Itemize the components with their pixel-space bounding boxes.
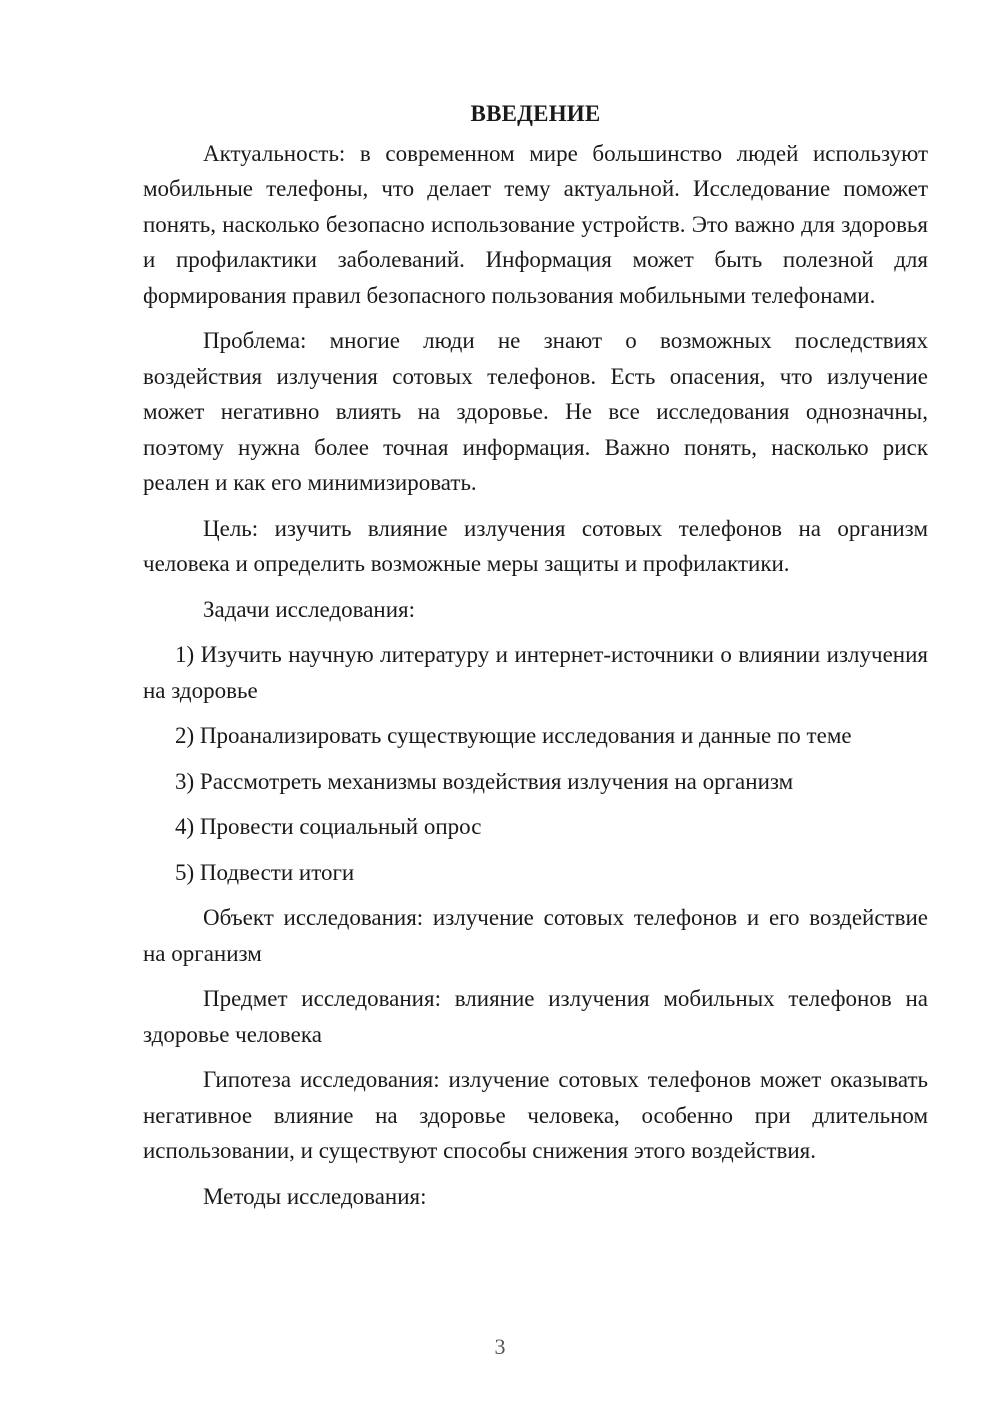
task-item-4: 4) Провести социальный опрос	[175, 814, 482, 839]
tasks-title: Задачи исследования:	[203, 596, 416, 622]
subject-paragraph: Предмет исследования: влияние излучения мобильных телефонов на здоровье человека	[143, 986, 928, 1047]
task-item-1: 1) Изучить научную литературу и интернет-источники о влиянии излучения на здоровье	[143, 642, 928, 703]
page-content	[143, 96, 928, 1214]
section-heading: ВВЕДЕНИЕ	[470, 101, 601, 126]
task-item-2: 2) Проанализировать существующие исследования и данные по теме	[175, 723, 852, 748]
object-paragraph: Объект исследования: излучение сотовых телефонов и его воздействие на организм	[143, 905, 928, 966]
goal-paragraph: Цель: изучить влияние излучения сотовых телефонов на организм человека и определить возможные меры защиты и профилактики.	[143, 515, 928, 576]
page-number: 3	[494, 1334, 506, 1359]
methods-title: Методы исследования:	[203, 1183, 427, 1209]
hypothesis-paragraph: Гипотеза исследования: излучение сотовых телефонов может оказывать негативное влияние на здоровье человека, особенно при длительном использовании, и существуют способы снижения этого воздействия.	[143, 1067, 928, 1163]
task-item-5: 5) Подвести итоги	[175, 859, 355, 885]
task-item-3: 3) Рассмотреть механизмы воздействия излучения на организм	[175, 768, 794, 794]
relevance-paragraph: Актуальность: в современном мире большинство людей используют мобильные телефоны, что делает тему актуальной. Исследование поможет понять, насколько безопасно использование устройств. Это важно для здоровья и профилактики заболеваний. Информация может быть полезной для формирования правил безопасного пользования мобильными телефонами.	[143, 140, 928, 308]
problem-paragraph: Проблема: многие люди не знают о возможных последствиях воздействия излучения сотовых телефонов. Есть опасения, что излучение может негативно влиять на здоровье. Не все исследования однозначны, поэтому нужна более точная информация. Важно понять, насколько риск реален и как его минимизировать.	[143, 328, 928, 495]
